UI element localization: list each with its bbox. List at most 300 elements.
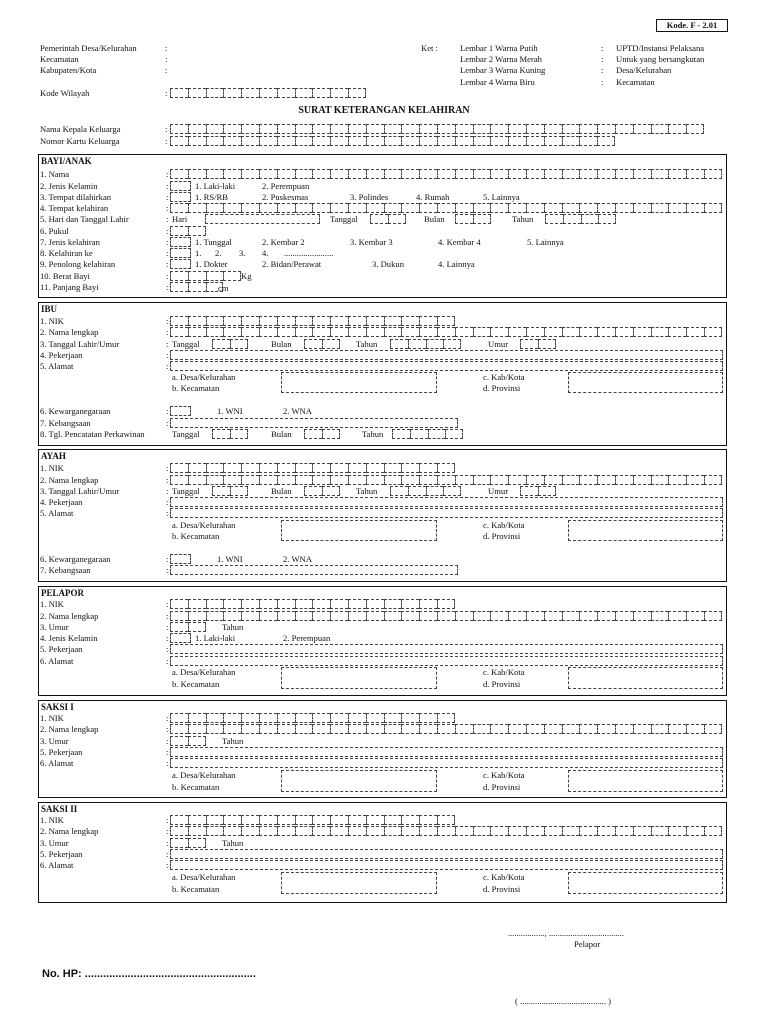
char-box[interactable]	[295, 599, 313, 609]
char-box[interactable]	[170, 838, 188, 848]
char-box[interactable]	[223, 169, 241, 179]
char-box[interactable]	[277, 327, 295, 337]
char-box[interactable]	[170, 475, 188, 485]
char-box[interactable]	[538, 339, 556, 349]
char-box[interactable]	[322, 429, 340, 439]
char-box[interactable]	[223, 724, 241, 734]
char-box[interactable]	[384, 724, 402, 734]
bayi-tahun-boxes[interactable]	[545, 214, 616, 224]
char-box[interactable]	[241, 327, 259, 337]
char-box[interactable]	[686, 327, 704, 337]
char-box[interactable]	[241, 815, 259, 825]
ayah-nama-boxes[interactable]	[170, 475, 722, 485]
char-box[interactable]	[401, 169, 419, 179]
char-box[interactable]	[188, 271, 206, 281]
char-box[interactable]	[223, 203, 241, 213]
char-box[interactable]	[668, 203, 686, 213]
char-box[interactable]	[384, 124, 402, 134]
char-box[interactable]	[230, 339, 248, 349]
char-box[interactable]	[544, 475, 562, 485]
char-box[interactable]	[455, 475, 473, 485]
char-box[interactable]	[277, 203, 295, 213]
char-box[interactable]	[206, 271, 224, 281]
ibu-kawin-tanggal-boxes[interactable]	[212, 429, 248, 439]
char-box[interactable]	[170, 611, 188, 621]
char-box[interactable]	[223, 124, 241, 134]
char-box[interactable]	[259, 88, 277, 98]
char-box[interactable]	[544, 136, 562, 146]
char-box[interactable]	[188, 838, 206, 848]
char-box[interactable]	[330, 327, 348, 337]
char-box[interactable]	[170, 271, 188, 281]
char-box[interactable]	[490, 136, 508, 146]
char-box[interactable]	[170, 136, 188, 146]
bayi-pukul-boxes[interactable]	[170, 226, 206, 236]
char-box[interactable]	[633, 475, 651, 485]
char-box[interactable]	[295, 327, 313, 337]
char-box[interactable]	[188, 282, 206, 292]
char-box[interactable]	[330, 169, 348, 179]
char-box[interactable]	[704, 724, 722, 734]
char-box[interactable]	[419, 463, 437, 473]
char-box[interactable]	[579, 724, 597, 734]
ibu-alamat-field[interactable]	[170, 361, 723, 371]
char-box[interactable]	[508, 475, 526, 485]
char-box[interactable]	[597, 136, 615, 146]
char-box[interactable]	[455, 203, 473, 213]
char-box[interactable]	[437, 463, 455, 473]
pelapor-alamat-field[interactable]	[170, 656, 723, 666]
char-box[interactable]	[651, 724, 669, 734]
bayi-nama-boxes[interactable]	[170, 169, 722, 179]
char-box[interactable]	[473, 611, 491, 621]
char-box[interactable]	[579, 327, 597, 337]
char-box[interactable]	[704, 169, 722, 179]
char-box[interactable]	[223, 826, 241, 836]
char-box[interactable]	[544, 724, 562, 734]
char-box[interactable]	[366, 327, 384, 337]
char-box[interactable]	[651, 826, 669, 836]
char-box[interactable]	[259, 724, 277, 734]
char-box[interactable]	[295, 136, 313, 146]
char-box[interactable]	[206, 475, 224, 485]
char-box[interactable]	[366, 713, 384, 723]
char-box[interactable]	[330, 475, 348, 485]
ibu-tanggal-boxes[interactable]	[212, 339, 248, 349]
char-box[interactable]	[277, 124, 295, 134]
char-box[interactable]	[615, 826, 633, 836]
char-box[interactable]	[188, 599, 206, 609]
char-box[interactable]	[419, 327, 437, 337]
char-box[interactable]	[348, 611, 366, 621]
char-box[interactable]	[295, 815, 313, 825]
char-box[interactable]	[455, 169, 473, 179]
char-box[interactable]	[704, 203, 722, 213]
char-box[interactable]	[295, 826, 313, 836]
char-box[interactable]	[366, 124, 384, 134]
char-box[interactable]	[526, 136, 544, 146]
bayi-jenis-box[interactable]	[170, 237, 191, 247]
char-box[interactable]	[259, 713, 277, 723]
char-box[interactable]	[562, 203, 580, 213]
char-box[interactable]	[384, 136, 402, 146]
bayi-tempat-box[interactable]	[170, 192, 191, 202]
char-box[interactable]	[170, 327, 188, 337]
char-box[interactable]	[419, 203, 437, 213]
char-box[interactable]	[419, 724, 437, 734]
char-box[interactable]	[408, 339, 426, 349]
ayah-bulan-boxes[interactable]	[304, 486, 340, 496]
ibu-nik-boxes[interactable]	[170, 316, 455, 326]
char-box[interactable]	[508, 124, 526, 134]
char-box[interactable]	[428, 429, 446, 439]
char-box[interactable]	[686, 826, 704, 836]
char-box[interactable]	[545, 214, 563, 224]
char-box[interactable]	[312, 475, 330, 485]
char-box[interactable]	[686, 611, 704, 621]
char-box[interactable]	[562, 169, 580, 179]
char-box[interactable]	[633, 327, 651, 337]
char-box[interactable]	[526, 475, 544, 485]
char-box[interactable]	[348, 713, 366, 723]
char-box[interactable]	[419, 124, 437, 134]
char-box[interactable]	[241, 136, 259, 146]
pelapor-umur-boxes[interactable]	[170, 622, 206, 632]
char-box[interactable]	[188, 124, 206, 134]
pelapor-addr-desa-field[interactable]	[281, 667, 437, 689]
saksi1-umur-boxes[interactable]	[170, 736, 206, 746]
char-box[interactable]	[241, 88, 259, 98]
char-box[interactable]	[259, 599, 277, 609]
char-box[interactable]	[348, 169, 366, 179]
char-box[interactable]	[419, 599, 437, 609]
char-box[interactable]	[597, 327, 615, 337]
char-box[interactable]	[188, 316, 206, 326]
char-box[interactable]	[206, 327, 224, 337]
char-box[interactable]	[259, 327, 277, 337]
char-box[interactable]	[419, 611, 437, 621]
char-box[interactable]	[170, 622, 188, 632]
char-box[interactable]	[490, 724, 508, 734]
char-box[interactable]	[188, 169, 206, 179]
saksi2-nik-boxes[interactable]	[170, 815, 455, 825]
bayi-panjang-boxes[interactable]	[170, 282, 223, 292]
ayah-addr-kab-field[interactable]	[568, 520, 723, 541]
char-box[interactable]	[304, 486, 322, 496]
char-box[interactable]	[520, 486, 538, 496]
char-box[interactable]	[401, 136, 419, 146]
char-box[interactable]	[206, 724, 224, 734]
char-box[interactable]	[384, 599, 402, 609]
char-box[interactable]	[259, 475, 277, 485]
char-box[interactable]	[259, 136, 277, 146]
char-box[interactable]	[686, 475, 704, 485]
char-box[interactable]	[330, 611, 348, 621]
char-box[interactable]	[419, 169, 437, 179]
char-box[interactable]	[330, 826, 348, 836]
char-box[interactable]	[348, 724, 366, 734]
char-box[interactable]	[526, 611, 544, 621]
char-box[interactable]	[579, 136, 597, 146]
char-box[interactable]	[188, 203, 206, 213]
char-box[interactable]	[384, 327, 402, 337]
char-box[interactable]	[437, 136, 455, 146]
char-box[interactable]	[212, 339, 230, 349]
ibu-umur-boxes[interactable]	[520, 339, 556, 349]
char-box[interactable]	[544, 327, 562, 337]
char-box[interactable]	[277, 611, 295, 621]
ayah-pekerjaan-field[interactable]	[170, 497, 723, 507]
char-box[interactable]	[633, 724, 651, 734]
char-box[interactable]	[651, 327, 669, 337]
char-box[interactable]	[581, 214, 599, 224]
char-box[interactable]	[437, 124, 455, 134]
char-box[interactable]	[401, 713, 419, 723]
char-box[interactable]	[562, 826, 580, 836]
bayi-hari-field[interactable]	[205, 214, 320, 224]
char-box[interactable]	[348, 124, 366, 134]
char-box[interactable]	[445, 429, 463, 439]
char-box[interactable]	[330, 124, 348, 134]
char-box[interactable]	[206, 316, 224, 326]
char-box[interactable]	[668, 475, 686, 485]
char-box[interactable]	[188, 611, 206, 621]
pelapor-nik-boxes[interactable]	[170, 599, 455, 609]
char-box[interactable]	[170, 815, 188, 825]
char-box[interactable]	[170, 463, 188, 473]
ayah-wn-box[interactable]	[170, 554, 191, 564]
char-box[interactable]	[526, 327, 544, 337]
char-box[interactable]	[615, 475, 633, 485]
char-box[interactable]	[170, 599, 188, 609]
char-box[interactable]	[419, 815, 437, 825]
char-box[interactable]	[366, 463, 384, 473]
char-box[interactable]	[651, 475, 669, 485]
char-box[interactable]	[704, 611, 722, 621]
char-box[interactable]	[241, 124, 259, 134]
char-box[interactable]	[401, 463, 419, 473]
char-box[interactable]	[686, 124, 704, 134]
char-box[interactable]	[366, 316, 384, 326]
char-box[interactable]	[330, 713, 348, 723]
char-box[interactable]	[562, 611, 580, 621]
bayi-jk-box[interactable]	[170, 181, 191, 191]
char-box[interactable]	[223, 316, 241, 326]
char-box[interactable]	[206, 599, 224, 609]
char-box[interactable]	[170, 226, 188, 236]
char-box[interactable]	[170, 282, 188, 292]
char-box[interactable]	[188, 713, 206, 723]
char-box[interactable]	[170, 203, 188, 213]
char-box[interactable]	[384, 203, 402, 213]
char-box[interactable]	[455, 214, 473, 224]
char-box[interactable]	[686, 724, 704, 734]
char-box[interactable]	[455, 826, 473, 836]
char-box[interactable]	[651, 203, 669, 213]
char-box[interactable]	[597, 724, 615, 734]
char-box[interactable]	[437, 724, 455, 734]
char-box[interactable]	[348, 316, 366, 326]
char-box[interactable]	[668, 724, 686, 734]
char-box[interactable]	[230, 486, 248, 496]
char-box[interactable]	[206, 169, 224, 179]
char-box[interactable]	[295, 724, 313, 734]
saksi2-alamat-field[interactable]	[170, 860, 723, 870]
char-box[interactable]	[366, 826, 384, 836]
char-box[interactable]	[526, 724, 544, 734]
char-box[interactable]	[330, 815, 348, 825]
char-box[interactable]	[170, 826, 188, 836]
char-box[interactable]	[473, 124, 491, 134]
saksi2-umur-boxes[interactable]	[170, 838, 206, 848]
char-box[interactable]	[223, 463, 241, 473]
char-box[interactable]	[615, 203, 633, 213]
char-box[interactable]	[615, 327, 633, 337]
bayi-berat-boxes[interactable]	[170, 271, 241, 281]
char-box[interactable]	[312, 88, 330, 98]
char-box[interactable]	[188, 622, 206, 632]
char-box[interactable]	[277, 169, 295, 179]
ayah-umur-boxes[interactable]	[520, 486, 556, 496]
ayah-nik-boxes[interactable]	[170, 463, 455, 473]
char-box[interactable]	[277, 475, 295, 485]
char-box[interactable]	[437, 815, 455, 825]
saksi1-pekerjaan-field[interactable]	[170, 747, 723, 757]
char-box[interactable]	[312, 316, 330, 326]
char-box[interactable]	[455, 327, 473, 337]
ibu-kawin-bulan-boxes[interactable]	[304, 429, 340, 439]
char-box[interactable]	[188, 724, 206, 734]
char-box[interactable]	[295, 203, 313, 213]
char-box[interactable]	[312, 124, 330, 134]
char-box[interactable]	[419, 713, 437, 723]
char-box[interactable]	[443, 339, 461, 349]
char-box[interactable]	[259, 815, 277, 825]
bayi-tanggal-boxes[interactable]	[370, 214, 406, 224]
char-box[interactable]	[322, 339, 340, 349]
char-box[interactable]	[330, 724, 348, 734]
char-box[interactable]	[562, 724, 580, 734]
char-box[interactable]	[597, 826, 615, 836]
char-box[interactable]	[188, 463, 206, 473]
char-box[interactable]	[348, 136, 366, 146]
char-box[interactable]	[348, 826, 366, 836]
char-box[interactable]	[241, 724, 259, 734]
char-box[interactable]	[508, 169, 526, 179]
ayah-kebangsaan-field[interactable]	[170, 565, 458, 575]
char-box[interactable]	[366, 815, 384, 825]
char-box[interactable]	[206, 88, 224, 98]
phone-number-line[interactable]: No. HP: ........................................................	[42, 968, 256, 980]
char-box[interactable]	[437, 599, 455, 609]
char-box[interactable]	[384, 169, 402, 179]
char-box[interactable]	[597, 611, 615, 621]
char-box[interactable]	[330, 203, 348, 213]
char-box[interactable]	[538, 486, 556, 496]
char-box[interactable]	[277, 826, 295, 836]
char-box[interactable]	[455, 724, 473, 734]
char-box[interactable]	[277, 136, 295, 146]
char-box[interactable]	[304, 339, 322, 349]
char-box[interactable]	[277, 599, 295, 609]
bayi-tempat-kelahiran-boxes[interactable]	[170, 203, 722, 213]
char-box[interactable]	[322, 486, 340, 496]
char-box[interactable]	[206, 826, 224, 836]
saksi1-nik-boxes[interactable]	[170, 713, 455, 723]
char-box[interactable]	[437, 611, 455, 621]
char-box[interactable]	[366, 203, 384, 213]
char-box[interactable]	[170, 316, 188, 326]
char-box[interactable]	[455, 611, 473, 621]
char-box[interactable]	[312, 826, 330, 836]
char-box[interactable]	[579, 124, 597, 134]
char-box[interactable]	[668, 611, 686, 621]
char-box[interactable]	[401, 611, 419, 621]
ibu-kebangsaan-field[interactable]	[170, 418, 458, 428]
char-box[interactable]	[443, 486, 461, 496]
saksi2-addr-desa-field[interactable]	[281, 872, 437, 894]
saksi1-nama-boxes[interactable]	[170, 724, 722, 734]
char-box[interactable]	[188, 826, 206, 836]
char-box[interactable]	[295, 88, 313, 98]
char-box[interactable]	[526, 203, 544, 213]
char-box[interactable]	[277, 713, 295, 723]
bayi-kelahiran-ke-box[interactable]	[170, 248, 191, 258]
char-box[interactable]	[579, 203, 597, 213]
char-box[interactable]	[633, 826, 651, 836]
char-box[interactable]	[562, 136, 580, 146]
char-box[interactable]	[295, 124, 313, 134]
char-box[interactable]	[348, 463, 366, 473]
char-box[interactable]	[526, 169, 544, 179]
char-box[interactable]	[633, 124, 651, 134]
char-box[interactable]	[304, 429, 322, 439]
char-box[interactable]	[437, 826, 455, 836]
char-box[interactable]	[704, 327, 722, 337]
char-box[interactable]	[188, 88, 206, 98]
ibu-kawin-tahun-boxes[interactable]	[392, 429, 463, 439]
saksi2-pekerjaan-field[interactable]	[170, 849, 723, 859]
char-box[interactable]	[206, 203, 224, 213]
ibu-wn-box[interactable]	[170, 406, 191, 416]
char-box[interactable]	[370, 214, 388, 224]
char-box[interactable]	[401, 724, 419, 734]
char-box[interactable]	[223, 611, 241, 621]
char-box[interactable]	[223, 271, 241, 281]
char-box[interactable]	[419, 826, 437, 836]
char-box[interactable]	[437, 316, 455, 326]
ibu-bulan-boxes[interactable]	[304, 339, 340, 349]
char-box[interactable]	[170, 88, 188, 98]
char-box[interactable]	[490, 611, 508, 621]
char-box[interactable]	[437, 713, 455, 723]
char-box[interactable]	[330, 316, 348, 326]
char-box[interactable]	[384, 826, 402, 836]
char-box[interactable]	[277, 88, 295, 98]
char-box[interactable]	[401, 826, 419, 836]
char-box[interactable]	[526, 826, 544, 836]
char-box[interactable]	[259, 316, 277, 326]
saksi1-alamat-field[interactable]	[170, 758, 723, 768]
saksi2-addr-kab-field[interactable]	[568, 872, 723, 894]
signature-name-line[interactable]: ( ........................................ )	[515, 996, 611, 1006]
char-box[interactable]	[312, 136, 330, 146]
char-box[interactable]	[259, 611, 277, 621]
ibu-tahun-boxes[interactable]	[390, 339, 461, 349]
char-box[interactable]	[277, 724, 295, 734]
char-box[interactable]	[241, 713, 259, 723]
char-box[interactable]	[223, 327, 241, 337]
